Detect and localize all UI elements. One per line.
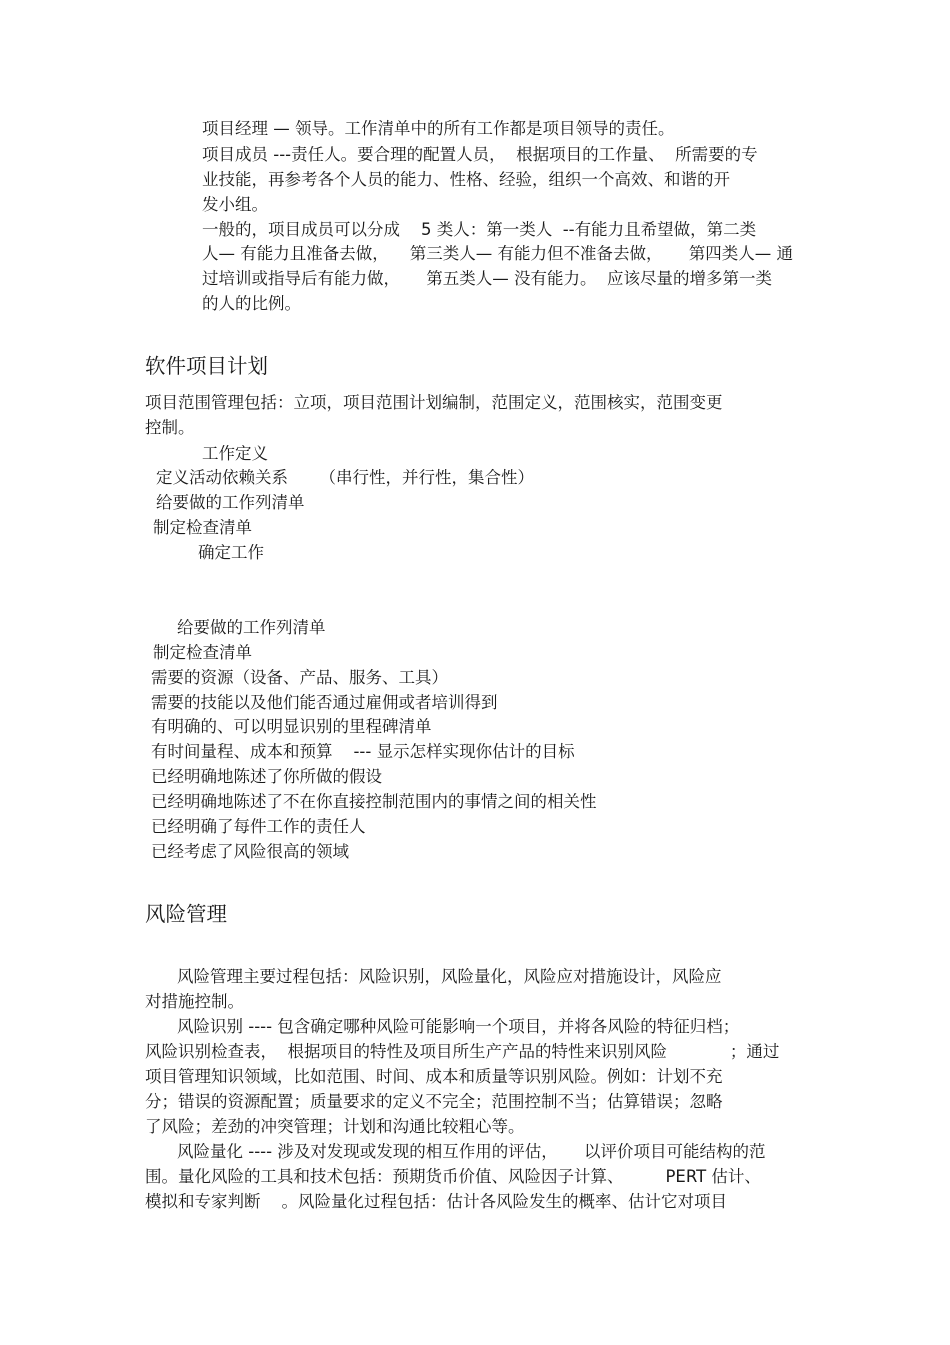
section-heading-plan: 软件项目计划	[145, 354, 268, 378]
plan-intro-line: 项目范围管理包括：立项，项目范围计划编制，范围定义，范围核实，范围变更	[145, 393, 723, 412]
checklist-item: 已经考虑了风险很高的领域	[151, 842, 349, 861]
section-heading-risk: 风险管理	[145, 902, 227, 926]
checklist-item: 已经明确地陈述了不在你直接控制范围内的事情之间的相关性	[151, 792, 597, 811]
team-line: 项目经理 — 领导。工作清单中的所有工作都是项目领导的责任。	[202, 119, 675, 138]
checklist-item: 给要做的工作列清单	[177, 618, 326, 637]
risk-paragraph-line: 风险量化 ---- 涉及对发现或发现的相互作用的评估， 以评价项目可能结构的范	[177, 1142, 766, 1161]
team-line: 项目成员 ---责任人。要合理的配置人员， 根据项目的工作量、 所需要的专	[202, 145, 758, 164]
plan-list-item: 确定工作	[198, 543, 264, 562]
team-line: 业技能，再参考各个人员的能力、性格、经验，组织一个高效、和谐的开	[202, 170, 730, 189]
checklist-item: 已经明确了每件工作的责任人	[151, 817, 366, 836]
risk-paragraph-line: 了风险；差劲的冲突管理；计划和沟通比较粗心等。	[145, 1117, 525, 1136]
team-line: 人— 有能力且准备去做， 第三类人— 有能力但不准备去做， 第四类人— 通	[202, 244, 793, 263]
risk-paragraph-line: 项目管理知识领域，比如范围、时间、成本和质量等识别风险。例如：计划不充	[145, 1067, 723, 1086]
team-line: 过培训或指导后有能力做， 第五类人— 没有能力。 应该尽量的增多第一类	[202, 269, 772, 288]
risk-paragraph-line: 围。量化风险的工具和技术包括：预期货币价值、风险因子计算、 PERT 估计、	[145, 1167, 761, 1186]
checklist-item: 需要的资源（设备、产品、服务、工具）	[151, 668, 448, 687]
team-line: 发小组。	[202, 195, 268, 214]
plan-list-item: 制定检查清单	[153, 518, 252, 537]
checklist-item: 有明确的、可以明显识别的里程碑清单	[151, 717, 432, 736]
risk-paragraph-line: 对措施控制。	[145, 992, 244, 1011]
team-line: 的人的比例。	[202, 294, 301, 313]
team-line: 一般的，项目成员可以分成 5 类人：第一类人 --有能力且希望做，第二类	[202, 220, 757, 239]
risk-paragraph-line: 模拟和专家判断 。风险量化过程包括：估计各风险发生的概率、估计它对项目	[145, 1192, 727, 1211]
plan-list-item: 定义活动依赖关系 （串行性，并行性，集合性）	[156, 468, 534, 487]
checklist-item: 有时间量程、成本和预算 --- 显示怎样实现你估计的目标	[151, 742, 575, 761]
checklist-item: 需要的技能以及他们能否通过雇佣或者培训得到	[151, 693, 498, 712]
plan-intro-line: 控制。	[145, 418, 195, 437]
checklist-item: 制定检查清单	[153, 643, 252, 662]
risk-paragraph-line: 风险管理主要过程包括：风险识别，风险量化，风险应对措施设计，风险应	[177, 967, 722, 986]
risk-paragraph-line: 风险识别检查表， 根据项目的特性及项目所生产产品的特性来识别风险 ；通过	[145, 1042, 780, 1061]
plan-list-item: 给要做的工作列清单	[156, 493, 305, 512]
risk-paragraph-line: 风险识别 ---- 包含确定哪种风险可能影响一个项目，并将各风险的特征归档；	[177, 1017, 740, 1036]
checklist-item: 已经明确地陈述了你所做的假设	[151, 767, 382, 786]
plan-list-item: 工作定义	[202, 444, 268, 463]
risk-paragraph-line: 分；错误的资源配置；质量要求的定义不完全；范围控制不当；估算错误；忽略	[145, 1092, 723, 1111]
